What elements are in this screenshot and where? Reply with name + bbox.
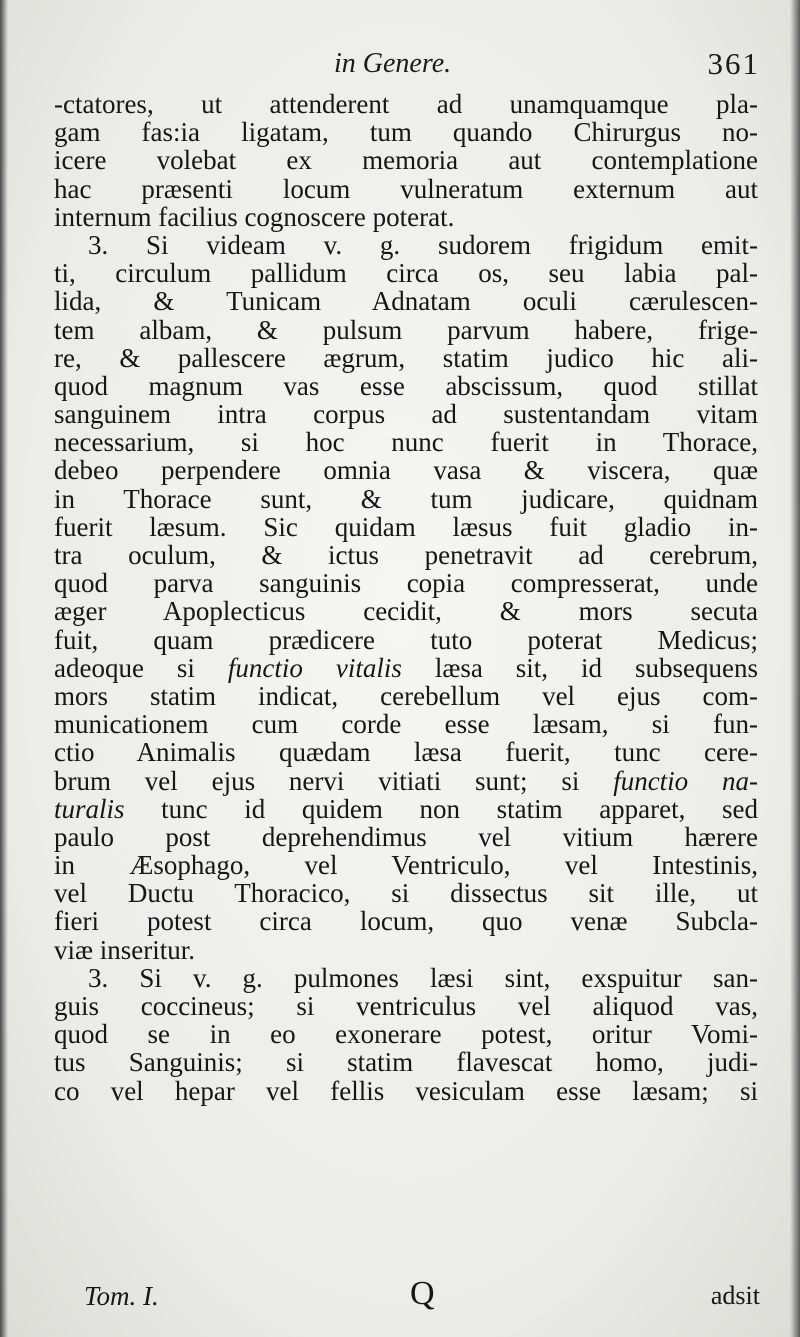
text-line: guis coccineus; si ventriculus vel aliquod vas,: [54, 991, 758, 1021]
text-line: mors statim indicat, cerebellum vel ejus com-: [54, 680, 758, 711]
text-line: 3. Si videam v. g. sudorem frigidum emit-: [88, 229, 758, 260]
text-line: fuerit læsum. Sic quidam læsus fuit gladio in-: [54, 511, 758, 542]
text-line: tem albam, & pulsum parvum habere, frige-: [54, 314, 758, 345]
text-line: brum vel ejus nervi vitiati sunt; si functio na-: [54, 765, 758, 796]
text-line: ctio Animalis quædam læsa fuerit, tunc cere-: [54, 737, 758, 768]
text-line: vel Ductu Thoracico, si dissectus sit ille, ut: [54, 878, 758, 909]
text-line: icere volebat ex memoria aut contemplatione: [54, 145, 758, 176]
text-line: sanguinem intra corpus ad sustentandam vitam: [54, 399, 758, 430]
text-line: gam fas:ia ligatam, tum quando Chirurgus no-: [54, 117, 758, 148]
page-number: 361: [707, 46, 760, 81]
text-line: ti, circulum pallidum circa os, seu labia pal-: [54, 258, 758, 289]
text-line: in Thorace sunt, & tum judicare, quidnam: [54, 483, 758, 514]
page-shadow-left: [0, 0, 8, 1337]
text-line: paulo post deprehendimus vel vitium hærere: [54, 821, 758, 852]
text-line: adeoque si functio vitalis læsa sit, id subsequens: [54, 652, 758, 683]
text-line: in Æsophago, vel Ventriculo, vel Intestinis,: [54, 850, 758, 881]
text-line: quod magnum vas esse abscissum, quod stillat: [54, 370, 758, 401]
text-line: turalis tunc id quidem non statim apparet, sed: [54, 793, 758, 824]
text-line: viæ inseritur.: [54, 934, 195, 965]
text-line: necessarium, si hoc nunc fuerit in Thorace,: [54, 427, 758, 458]
text-line: -ctatores, ut attenderent ad unamquamque pla-: [54, 89, 758, 119]
page-footer: [84, 1275, 760, 1317]
volume-mark: Tom. I.: [84, 1281, 159, 1311]
text-line: municationem cum corde esse læsam, si fun-: [54, 709, 758, 740]
text-line: 3. Si v. g. pulmones læsi sint, exspuitur san-: [88, 962, 758, 993]
text-line: re, & pallescere ægrum, statim judico hic ali-: [54, 342, 758, 373]
text-line: lida, & Tunicam Adnatam oculi cærulescen-: [54, 286, 758, 317]
text-line: tra oculum, & ictus penetravit ad cerebrum,: [54, 540, 758, 570]
text-line: fieri potest circa locum, quo venæ Subcla-: [54, 906, 758, 937]
catchword: adsit: [710, 1281, 760, 1310]
text-line: æger Apoplecticus cecidit, & mors secuta: [54, 596, 758, 627]
page-header: [54, 48, 764, 88]
text-line: debeo perpendere omnia vasa & viscera, quæ: [54, 455, 758, 486]
page-shadow-right: [790, 0, 800, 1337]
running-title: in Genere.: [334, 48, 452, 79]
body-text: [54, 90, 758, 1105]
text-line: quod se in eo exonerare potest, oritur Vomi-: [54, 1019, 758, 1050]
signature-mark: Q: [410, 1275, 435, 1312]
text-line: quod parva sanguinis copia compresserat, unde: [54, 568, 758, 599]
text-line: internum facilius cognoscere poterat.: [54, 201, 455, 232]
text-line: hac præsenti locum vulneratum externum aut: [54, 173, 758, 204]
text-line: tus Sanguinis; si statim flavescat homo, judi-: [54, 1047, 758, 1078]
text-line: co vel hepar vel fellis vesiculam esse læsam; si: [54, 1075, 758, 1106]
text-line: fuit, quam prædicere tuto poterat Medicus;: [54, 624, 758, 655]
